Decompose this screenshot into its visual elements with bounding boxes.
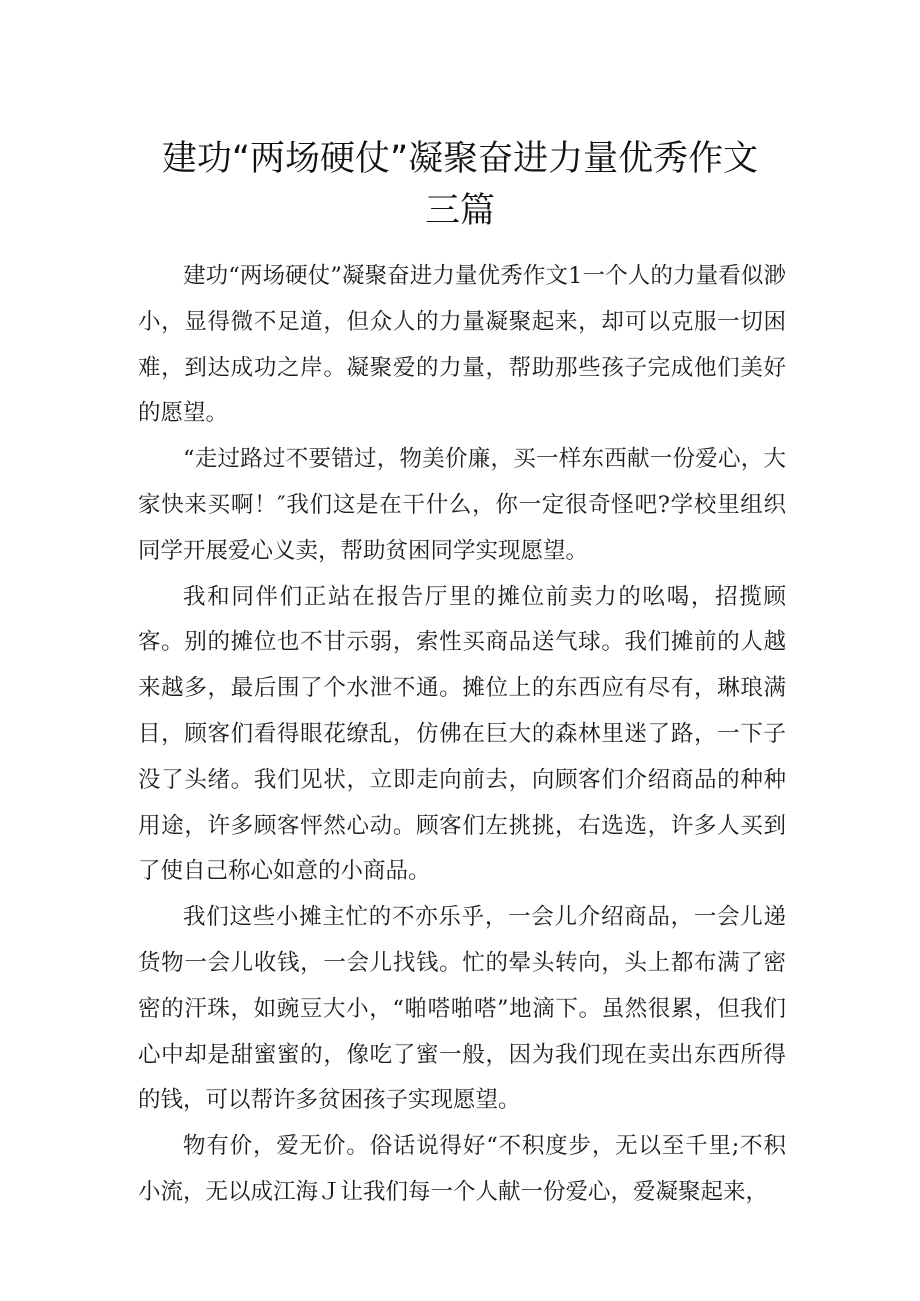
paragraph: 物有价，爱无价。俗话说得好“不积度步，无以至千里;不积小流，无以成江海Ｊ让我们每一个人献一份爱心，爱凝聚起来， bbox=[138, 1133, 786, 1205]
title-line: 建功“两场硬仗”凝聚奋进力量优秀作文 bbox=[161, 139, 759, 180]
paragraph: “走过路过不要错过，物美价廉，买一样东西献一份爱心，大家快来买啊！″我们这是在干什么，你一定很奇怪吧?学校里组织同学开展爱心义卖，帮助贫困同学实现愿望。 bbox=[138, 446, 787, 564]
paragraph: 建功“两场硬仗”凝聚奋进力量优秀作文1一个人的力量看似渺小，显得微不足道，但众人的力量凝聚起来，却可以克服一切困难，到达成功之岸。凝聚爱的力量，帮助那些孩子完成他们美好的愿望。 bbox=[138, 263, 786, 427]
document-title bbox=[130, 133, 790, 237]
paragraph: 我们这些小摊主忙的不亦乐乎，一会儿介绍商品，一会儿递货物一会儿收钱，一会儿找钱。忙的晕头转向，头上都布满了密密的汗珠，如豌豆大小，“啪嗒啪嗒”地滴下。虽然很累，但我们心中却是甜蜜蜜的，像吃了蜜一般，因为我们现在卖出东西所得的钱，可以帮许多贫困孩子实现愿望。 bbox=[138, 904, 786, 1114]
document-body bbox=[138, 254, 786, 1216]
paragraph: 我和同伴们正站在报告厅里的摊位前卖力的吆喝，招揽顾客。别的摊位也不甘示弱，索性买商品送气球。我们摊前的人越来越多，最后围了个水泄不通。摊位上的东西应有尽有，琳琅满目，顾客们看得眼花缭乱，仿佛在巨大的森林里迷了路，一下子没了头绪。我们见状，立即走向前去，向顾客们介绍商品的种种用途，许多顾客怦然心动。顾客们左挑挑，右选选，许多人买到了使自己称心如意的小商品。 bbox=[138, 583, 786, 885]
title-line: 三篇 bbox=[424, 191, 495, 232]
